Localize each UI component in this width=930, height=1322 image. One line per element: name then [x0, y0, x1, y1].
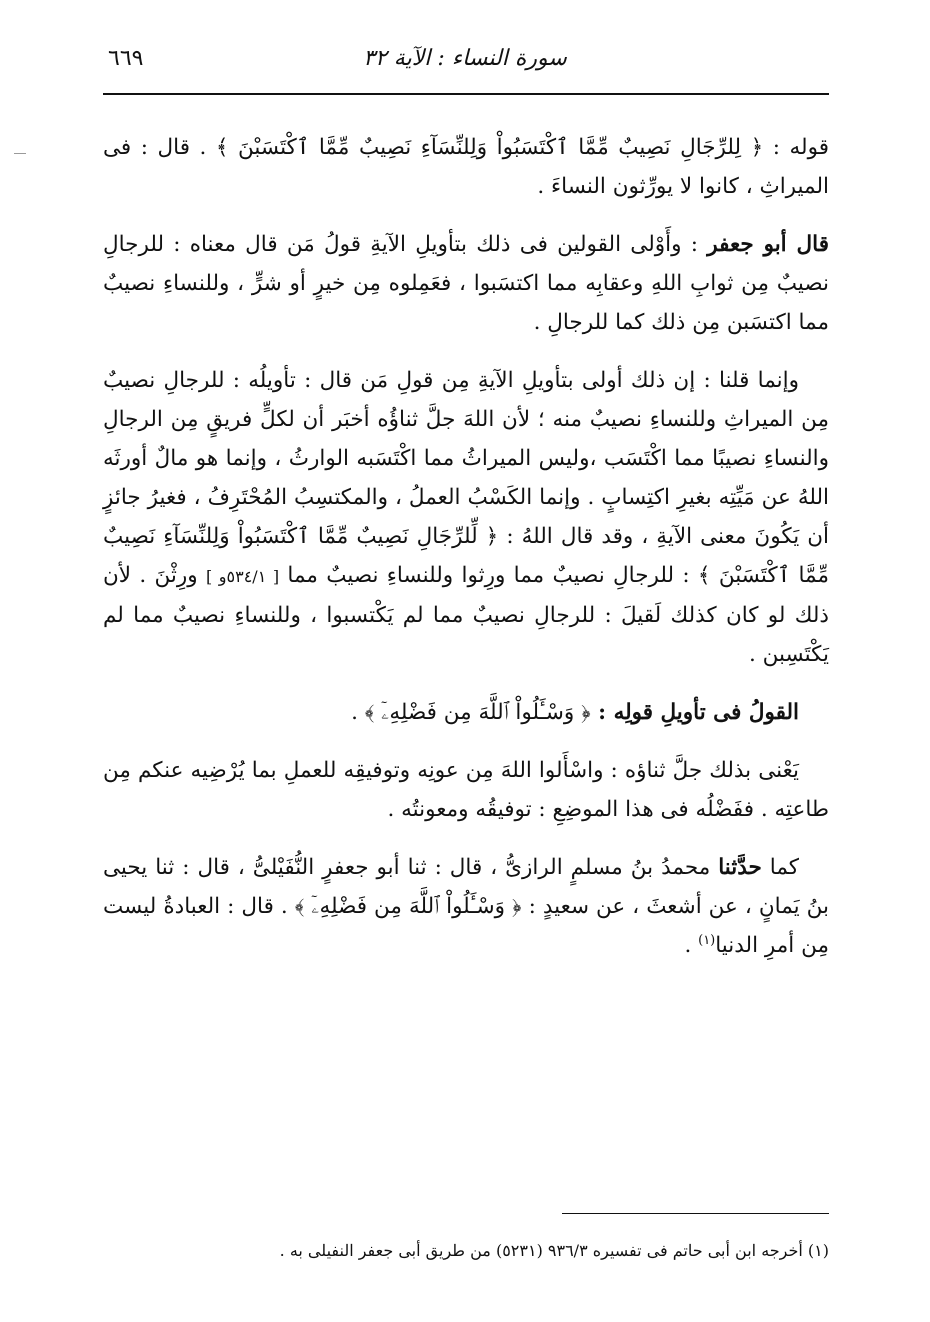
p3-part2: : للرجالِ نصيبٌ مما ورِثوا وللنساءِ نصيبٌ مما	[279, 563, 698, 588]
footnote-rule	[562, 1213, 829, 1214]
p6-part1: محمدُ بنُ مسلمٍ الرازىُّ ، قال : ثنا أبو جعفرٍ النُّفَيْلىُّ ، قال : ثنا يحيى بنُ يَمانٍ ، عن أشعثَ ، عن سعيدٍ :	[103, 855, 829, 919]
ornate-bracket-close: ﴾	[215, 135, 239, 160]
margin-mark	[14, 153, 26, 154]
p5-text: يَعْنى بذلك جلَّ ثناؤه : واسْأَلوا اللهَ مِن عونِه وتوفيقِه للعملِ بما يُرْضِيه عنكم مِن طاعتِه . ففَضْلُه فى هذا الموضِعِ : توفيقُه ومعونتُه .	[103, 758, 829, 822]
p1-rest: . قال : فى الميراثِ ، كانوا لا يورِّثون النساءَ .	[103, 135, 829, 199]
ornate-bracket-open: ﴿	[741, 135, 764, 160]
paragraph-5	[103, 751, 829, 829]
ornate-bracket-close: ﴾	[294, 894, 312, 919]
ornate-bracket-close: ﴾	[364, 700, 382, 725]
p1-lead: قوله :	[763, 135, 829, 160]
p6-end: .	[684, 933, 699, 958]
ornate-bracket-open: ﴿	[477, 524, 499, 549]
section-heading: القولُ فى تأويلِ قولِه :	[590, 700, 799, 725]
ornate-bracket-close: ﴾	[697, 563, 719, 588]
paragraph-6	[103, 848, 829, 965]
quran-verse: لِلرِّجَالِ نَصِيبٌ مِّمَّا ٱكْتَسَبُواْ وَلِلنِّسَآءِ نَصِيبٌ مِّمَّا ٱكْتَسَبْنَ	[238, 135, 742, 160]
quran-verse: وَسْـَٔلُواْ ٱللَّهَ مِن فَضْلِهِۦٓ	[311, 894, 505, 919]
p3-part1: وإنما قلنا : إن ذلك أولى بتأويلِ الآيةِ مِن قولِ مَن قال : تأويلُه : للرجالِ نصيبٌ مِن الميراثِ وللنساءِ نصيبٌ منه ؛ لأن اللهَ جلَّ ثناؤُه أخبَر أن لكلٍّ فريقٍ مِن الرجالِ والنساءِ نصيبًا مما اكْتَسَب ،وليس الميراثُ مما اكْتَسَبه الوارثُ ، وإنما هو مالٌ أورثَه اللهُ عن مَيِّتِه بغيرِ اكتِسابٍ . وإنما الكَسْبُ العملُ ، والمكتسِبُ المُحْتَرِفُ ، فغيرُ جائزٍ أن يَكُونَ معنى الآيةِ ، وقد قال اللهُ :	[103, 368, 829, 549]
ornate-bracket-open: ﴿	[505, 894, 522, 919]
running-head: سورة النساء : الآية ٣٢	[363, 46, 567, 71]
quran-verse: وَسْـَٔلُواْ ٱللَّهَ مِن فَضْلِهِۦٓ	[381, 700, 575, 725]
p6-part2: . قال : العبادةُ ليست مِن أمرِ الدنيا	[103, 894, 829, 958]
paragraph-2	[103, 225, 829, 342]
paragraph-3	[103, 361, 829, 674]
paragraph-4	[103, 693, 829, 732]
footnote-reference[interactable]: (١)	[698, 932, 716, 948]
header-rule	[103, 93, 829, 95]
p4-end: .	[351, 700, 365, 725]
p6-lead: كما	[761, 855, 799, 880]
ornate-bracket-open: ﴿	[574, 700, 591, 725]
footnote: (١) أخرجه ابن أبى حاتم فى تفسيره ٩٣٦/٣ (٥٢٣١) من طريق أبى جعفر النفيلى به .	[279, 1241, 829, 1260]
paragraph-1	[103, 128, 829, 206]
narration-keyword: حدَّثنا	[718, 855, 762, 880]
page-number: ٦٦٩	[108, 46, 144, 71]
p3-part3: ورِثْنَ . لأن ذلك لو كان كذلك لَقيلَ : للرجالِ نصيبٌ مما لم يَكْتسبوا ، وللنساءِ نصيبٌ مما لم يَكْتَسِبن .	[103, 563, 829, 667]
quran-verse: لِّلرِّجَالِ نَصِيبٌ مِّمَّا ٱكْتَسَبُواْ وَلِلنِّسَآءِ نَصِيبٌ مِّمَّا ٱكْتَسَبْنَ	[103, 524, 830, 588]
p2-text: : وأَوْلى القولين فى ذلك بتأويلِ الآيةِ قولُ مَن قال معناه : للرجالِ نصيبٌ مِن ثوابِ اللهِ وعقابِه مما اكتسَبوا ، فعَمِلوه مِن خيرٍ أو شرٍّ ، وللنساءِ نصيبٌ مما اكتسَبن مِن ذلك كما للرجالِ .	[103, 232, 829, 335]
manuscript-page-ref: [ ٥٣٤/١و ]	[205, 567, 280, 586]
body-text	[103, 128, 829, 984]
speaker-heading: قال أبو جعفر	[707, 232, 830, 257]
